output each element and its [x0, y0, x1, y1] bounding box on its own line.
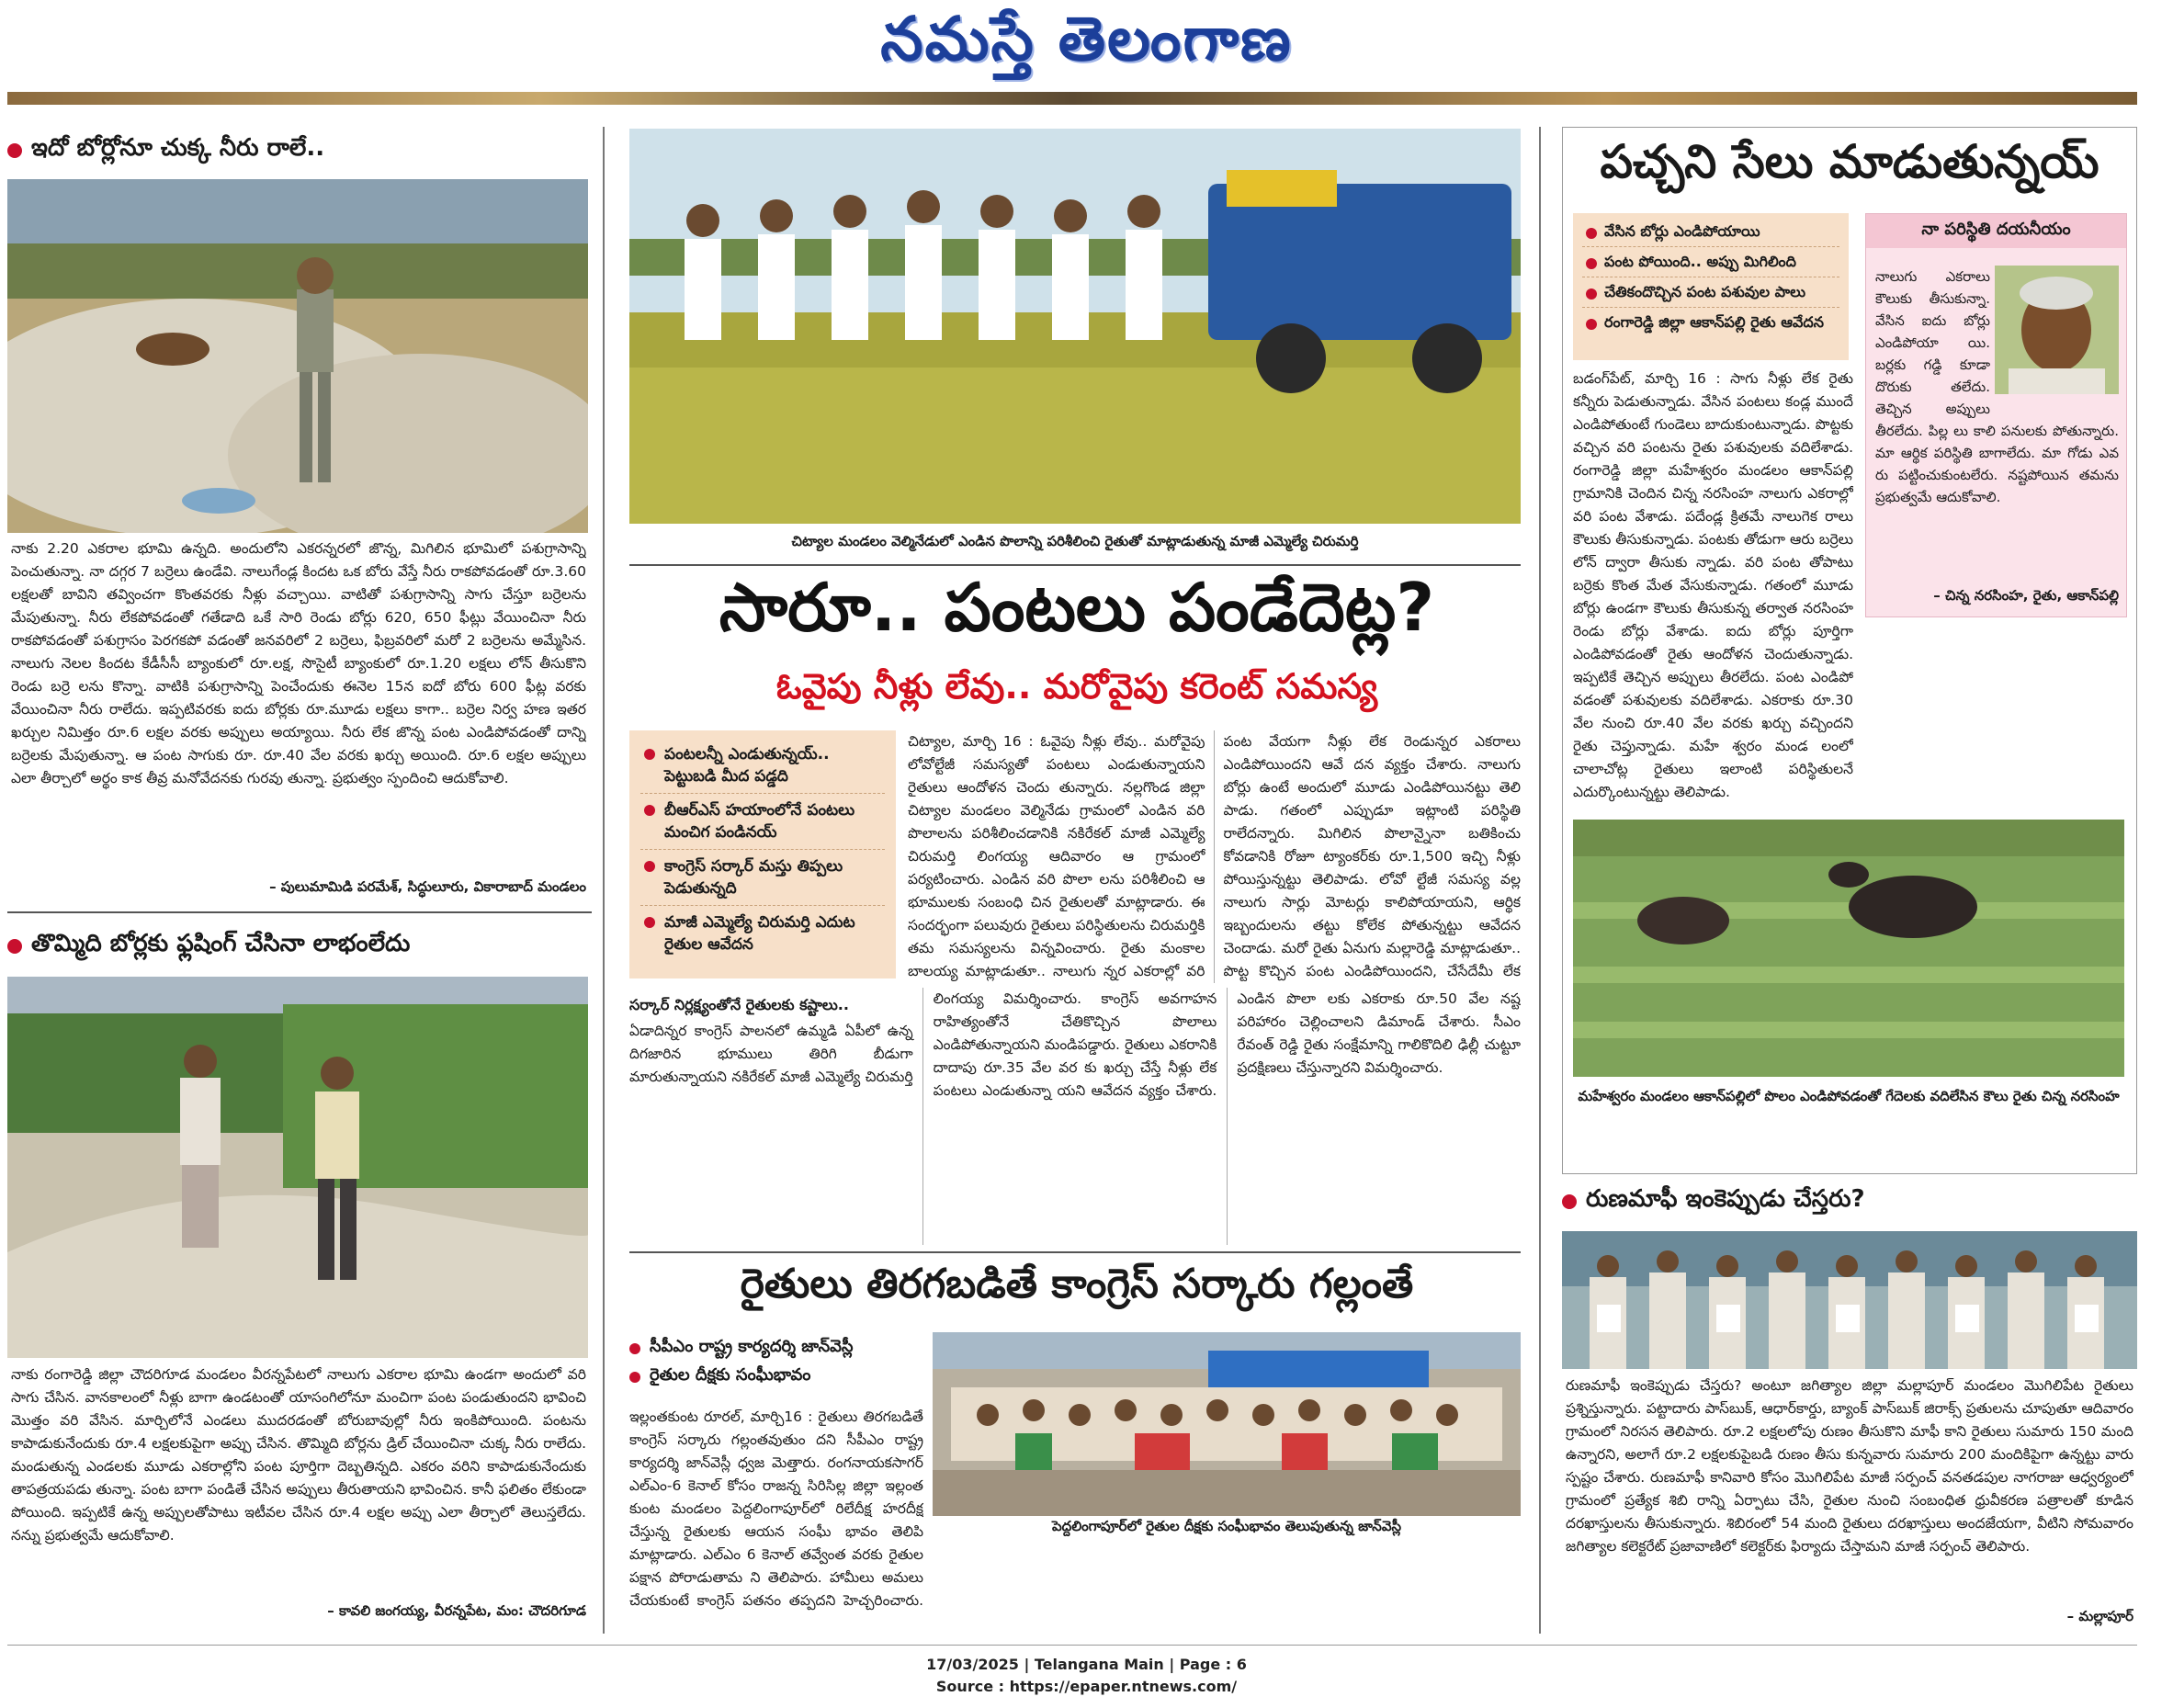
- left-story1-headline-box: [7, 134, 592, 175]
- buffalo-grazing-photo: [1573, 820, 2124, 1077]
- right-story2-headline: రుణమాఫీ ఇంకెప్పుడు చేస్తరు?: [1586, 1185, 1865, 1213]
- masthead: [0, 0, 2173, 92]
- right-story1-body-col: [1573, 368, 1853, 809]
- right-story2-photo: [1562, 1231, 2137, 1369]
- red-bullet-icon: [1562, 1194, 1577, 1209]
- left-story1-body: నాకు 2.20 ఎకరాల భూమి ఉన్నది. అందులోని ఎకరన్నరలో జొన్న, మిగిలిన భూమిలో పశుగ్రాసాన్ని పెంచుతున్నా. నా దగ్గర 7 బర్రెలు ఉండేవి. నాలుగేండ్ల కిందట ఒక బోరు వేస్తే నీరు రాకపోవడంతో రూ.3.60 లక్షలతో బావిని తవ్వించగా కొంతవరకు నీళ్లు వచ్చాయి. వాటితో పశుగ్రాసాన్ని సాగు చేస్తూ బర్రెలను మేపుతున్నా. నీరు లేకపోవడంతో గతేడాది ఒకే సారి రెండు బోర్లు 620, 650 ఫీట్లు వేయించినా నీరు రాకపోవడంతో పశుగ్రాసం పెరగకపో వడంతో జనవరిలో 2 బర్రెలు, ఫిబ్రవరిలో మరో 2 బర్రెలను అమ్మేసిన. నాలుగు నెలల కిందట కేడీసీసీ బ్యాంకులో రూ.లక్ష, సొసైటీ బ్యాంకులో రూ.1.20 లక్షలు లోన్ తీసుకొని రెండు బర్రె లను కొన్నా. వాటికి పశుగ్రాసాన్ని పెంచేందుకు ఈనెల 15న ఐదో బోరు 600 ఫీట్ల వరకు వేయించినా నీరు రాలేదు. ఇప్పటివరకు ఐదు బోర్లకు రూ.మూడు లక్షలు కాగా.. బర్రెల నిర్వ హణ ఇతర ఖర్చుల నిమిత్తం రూ.6 లక్షల వరకు అప్పులు అయ్యాయి. నీరు లేక జొన్న పంట ఎండిపోవడంతో దాన్ని బర్రెలకు మేపుతున్నా. ఆ పంట సాగుకు రూ. రూ.40 వేల వరకు ఖర్చు అయింది. రూ.6 లక్షల అప్పులు ఎలా తీర్చాలో అర్థం కాక తీవ్ర మనోవేదనకు గురవు తున్నా. ప్రభుత్వం స్పందించి ఆదుకోవాలి.: [11, 540, 586, 786]
- center-highlights-box: [629, 730, 896, 978]
- center-article-body2: ఏడాదిన్నర కాంగ్రెస్ పాలనలో ఉమ్మడి ఏపీలో ఉన్న దిగజారిన భూములు తిరిగి బీడుగా మారుతున్నాయని నకిరేకల్ మాజీ ఎమ్మెల్యే చిరుమర్తి లింగయ్య విమర్శించారు. కాంగ్రెస్ అవగాహన రాహిత్యంతోనే చేతికొచ్చిన పొలాలు ఎండిపోతున్నాయని మండిపడ్డారు. రైతులు ఎకరానికి దాదాపు రూ.35 వేల వర కు ఖర్చు చేస్తే నీళ్లు లేక పంటలు ఎండుతున్నా యని ఆవేదన వ్యక్తం చేశారు. ఎండిన పొలా లకు ఎకరాకు రూ.50 వేల నష్ట పరిహారం చెల్లించాలని డిమాండ్ చేశారు. సీఎం రేవంత్ రెడ్డి రైతు సంక్షేమాన్ని గాలికొదిలి ఢిల్లీ చుట్టూ ప్రదక్షిణలు చేస్తున్నారని విమర్శించారు.: [629, 990, 1521, 1099]
- center-article-top: [908, 730, 1521, 983]
- left-story1-photo: [7, 179, 588, 533]
- right-story1-headline: పచ్చని సేలు మాడుతున్నయ్: [1600, 134, 2099, 188]
- right-bullet-item: చేతికందొచ్చిన పంట పశువుల పాలు: [1582, 277, 1839, 308]
- center-story3-photo: [933, 1332, 1521, 1516]
- center-main-headline-box: [617, 570, 1536, 662]
- left-story2-body: నాకు రంగారెడ్డి జిల్లా చౌదరిగూడ మండలం వీరన్నపేటలో నాలుగు ఎకరాల భూమి ఉండగా అందులో వరి సాగు చేసిన. వానకాలంలో నీళ్లు బాగా ఉండటంతో యాసంగిలోనూ మంచిగా పంట పండుతుందని భావించి మొత్తం వరి వేసిన. మార్చిలోనే ఎండలు ముదరడంతో బోరుబావుల్లో నీరు ఇంకిపోయింది. పంటను కాపాడుకునేందుకు రూ.4 లక్షలకుపైగా అప్పు చేసిన. తొమ్మిది బోర్లను డ్రిల్ చేయించినా చుక్క నీరు రాలేదు. మండుతున్న ఎండలకు మూడు ఎకరాల్లోని పంట పూర్తిగా దెబ్బతిన్నది. ఎకరం వరిని కాపాడుకునేందుకు తాపత్రయపడు తున్నా. పంట బాగా పండితే చేసిన అప్పులు తీరుతాయని భావించిన. కానీ ఫలితం లేకుండా పోయింది. ఇప్పటికే ఉన్న అప్పులతోపాటు ఇటీవల చేసిన రూ.4 లక్షల అప్పు ఎలా తీర్చాలో తెలుస్తలేదు. నన్ను ప్రభుత్వమే ఆదుకోవాలి.: [11, 1366, 586, 1544]
- center-photo-caption: చిట్యాల మండలం వెల్మినేడులో ఎండిన పొలాన్ని పరిశీలించి రైతుతో మాట్లాడుతున్న మాజీ ఎమ్మెల్యే చిరుమర్తి: [791, 533, 1359, 549]
- section-divider: [629, 1251, 1521, 1253]
- left-story2-photo: [7, 977, 588, 1358]
- column-divider: [603, 127, 605, 1634]
- center-main-headline: సారూ.. పంటలు పండేదెట్ల?: [719, 570, 1435, 646]
- center-story3-body-col1: [629, 1406, 923, 1626]
- right-story2-byline: – మల్లాపూర్: [2066, 1608, 2133, 1624]
- left-story2-headline: తొమ్మిది బోర్లకు ఫ్లషింగ్ చేసినా లాభంలేదు: [31, 930, 411, 957]
- section-divider: [7, 911, 592, 913]
- red-bullet-icon: [629, 1343, 640, 1354]
- right-story1-photo: [1573, 820, 2124, 1077]
- red-bullet-icon: [629, 1372, 640, 1383]
- right-bullet-item: రంగారెడ్డి జిల్లా ఆకాన్‌పల్లి రైతు ఆవేదన: [1582, 308, 1839, 337]
- right-bullet-item: వేసిన బోర్లు ఎండిపోయాయి: [1582, 217, 1839, 247]
- red-bullet-icon: [7, 939, 22, 954]
- right-story1-body: బడంగ్‌పేట్, మార్చి 16 : సాగు నీళ్లు లేక రైతు కన్నీరు పెడుతున్నాడు. వేసిన పంటలు కండ్ల ముందే ఎండిపోతుంటే గుండెలు బాదుకుంటున్నాడు. పొట్టకు వచ్చిన వరి పంటను రైతు పశువులకు వదిలేశాడు. రంగారెడ్డి జిల్లా మహేశ్వరం మండలం ఆకాన్‌పల్లి గ్రామానికి చెందిన చిన్న నరసింహ నాలుగు ఎకరాల్లో వరి పంట వేశాడు. పదేండ్ల క్రితమే నాలుగెక రాలు కౌలుకు తీసుకున్నాడు. పంటకు తోడుగా ఆరు బర్రెలు లోన్ ద్వారా తీసుకు న్నాడు. వరి పంట తోపాటు బర్రెకు కొంత మేత వేసుకున్నాడు. గతంలో మూడు బోర్లు ఉండగా కౌలుకు తీసుకున్న తర్వాత నరసింహ రెండు బోర్లు వేశాడు. ఐదు బోర్లు పూర్తిగా ఎండిపోవడంతో రైతు ఆందోళన చెందుతున్నాడు. ఇప్పటికే తెచ్చిన అప్పులు తీరలేదు. పంట ఎండిపో వడంతో పశువులకు వదిలేశాడు. ఎకరాకు రూ.30 వేల నుంచి రూ.40 వేల వరకు ఖర్చు వచ్చిందని రైతు చెప్తున్నాడు. మహే శ్వరం మండ లంలో చాలాచోట్ల రైతులు ఇలాంటి పరిస్థితులనే ఎదుర్కొంటున్నట్టు తెలిపాడు.: [1573, 370, 1853, 800]
- highlight-item: పంటలన్నీ ఎండుతున్నయ్.. పెట్టుబడి మీద పడ్డది: [640, 738, 885, 794]
- left-story1-headline: ఇదో బోర్లోనూ చుక్క నీరు రాలే..: [31, 134, 325, 162]
- center-story3-headline: రైతులు తిరగబడితే కాంగ్రెస్ సర్కారు గల్లంతే: [740, 1261, 1414, 1307]
- newspaper-logo: నమస్తే తెలంగాణ: [880, 3, 1293, 74]
- farmers-holding-documents-photo: [1562, 1231, 2137, 1369]
- portrait-spacer: [1990, 266, 2119, 399]
- center-main-photo: [629, 129, 1521, 524]
- quote-body-wrap: [1875, 266, 2119, 560]
- masthead-band: [7, 92, 2137, 105]
- right-story1-bullets: [1573, 213, 1849, 360]
- quote-title: నా పరిస్థితి దయనీయం: [1866, 214, 2126, 248]
- footer-line2: Source : https://epaper.ntnews.com/: [935, 1678, 1238, 1695]
- right-bullet-item: పంట పోయింది.. అప్పు మిగిలింది: [1582, 247, 1839, 277]
- story3-bullet: సీపీఎం రాష్ట్ర కార్యదర్శి జాన్‌వెస్లీ: [650, 1337, 854, 1356]
- highlight-item: కాంగ్రెస్ సర్కార్ మస్తు తిప్పలు పెడుతున్నది: [640, 850, 885, 906]
- right-story2-body: రుణమాఫీ ఇంకెప్పుడు చేస్తరు? అంటూ జగిత్యాల జిల్లా మల్లాపూర్ మండలం మొగిలిపేట రైతులు ప్రశ్నిస్తున్నారు. పట్టాదారు పాస్‌బుక్, ఆధార్‌కార్డు, బ్యాంక్ పాస్‌బుక్ జిరాక్స్ ప్రతులను చూపుతూ ఆదివారం గ్రామంలో నిరసన తెలిపారు. రూ.2 లక్షలలోపు రుణం తీసుకొని మాఫీ కాని రైతులు సుమారు 150 మంది ఉన్నారని, అలాగే రూ.2 లక్షలకుపైబడి రుణం తీసు కున్నవారు సుమారు 200 మందికిపైగా ఉన్నట్టు వారు స్పష్టం చేశారు. రుణమాఫీ కానివారి కోసం మొగిలిపేట మాజీ సర్పంచ్ వనతడపుల నాగరాజు ఆధ్వర్యంలో గ్రామంలో ప్రత్యేక శిబి రాన్ని ఏర్పాటు చేసి, రైతుల నుంచి సంబంధిత ధ్రువీకరణ పత్రాలతో కూడిన దరఖాస్తులను తీసుకున్నారు. శిబిరంలో 54 మంది రైతులు దరఖాస్తులు అందజేయగా, వీటిని సోమవారం జగిత్యాల కలెక్టరేట్ ప్రజావాణిలో కలెక్టర్‌కు ఫిర్యాదు చేస్తామని మాజీ సర్పంచ్ తెలిపారు.: [1566, 1377, 2133, 1555]
- left-story2-headline-box: [7, 930, 592, 970]
- center-article-bottom: [629, 988, 1521, 1245]
- section-divider: [629, 564, 1521, 566]
- quote-byline: – చిన్న నరసింహ, రైతు, ఆకాన్‌పల్లి: [1933, 587, 2119, 604]
- quote-body: నాలుగు ఎకరాలు కౌలుకు తీసుకున్నా. వేసిన ఐదు బోర్లు ఎండిపోయా యి. బర్లకు గడ్డి కూడా దొరుకు తలేదు. తెచ్చిన అప్పులు తీరలేదు. పిల్ల లు కాలి పనులకు పోతున్నారు. మా ఆర్థిక పరిస్థితి బాగాలేదు. మా గోడు ఎవ రు పట్టించుకుంటలేరు. నష్టపోయిన తమను ప్రభుత్వమే ఆదుకోవాలి.: [1875, 268, 2119, 505]
- left-story1-byline: – పులుమామిడి పరమేశ్, సిద్ధులూరు, వికారాబాద్ మండలం: [269, 878, 586, 895]
- page-bottom-rule: [7, 1645, 2137, 1646]
- protest-gathering-photo: [933, 1332, 1521, 1516]
- center-story3-bullets: [629, 1337, 923, 1401]
- center-article-body: చిట్యాల, మార్చి 16 : ఓవైపు నీళ్లు లేవు.. మరోవైపు లోవోల్టేజీ సమస్యతో పంటలు ఎండుతున్నాయని రైతులు ఆందోళన చెందు తున్నారు. నల్లగొండ జిల్లా చిట్యాల మండలం వెల్మినేడు గ్రామంలో ఎండిన వరి పొలాలను పరిశీలించడానికి నకిరేకల్ మాజీ ఎమ్మెల్యే చిరుమర్తి లింగయ్య ఆదివారం ఆ గ్రామంలో పర్యటించారు. ఎండిన వరి పొలా లను పరిశీలించి ఆ భూములకు సంబంధి చిన రైతులతో మాట్లాడారు. ఈ సందర్భంగా పలువురు రైతులు పరిస్థితులను చిరుమర్తికి తమ సమస్యలను విన్నవించారు. రైతు మంకాల బాలయ్య మాట్లాడుతూ.. నాలుగు న్నర ఎకరాల్లో వరి పంట వేయగా నీళ్లు లేక రెండున్నర ఎకరాలు ఎండిపోయిందని ఆవే దన వ్యక్తం చేశారు. నాలుగు బోర్లు ఉంటే అందులో మూడు ఎండిపోయినట్టు తెలి పాడు. గతంలో ఎప్పుడూ ఇట్లాంటి పరిస్థితి రాలేదన్నారు. మిగిలిన పొలాన్నైనా బతికించు కోవడానికి రోజూ ట్యాంకర్‌కు రూ.1,500 ఇచ్చి నీళ్లు పోయిస్తున్నట్టు తెలిపాడు. లోవో ల్టేజీ సమస్య వల్ల నాలుగు సార్లు మోటర్లు కాలిపోయాయని, ఆర్థిక ఇబ్బందులను తట్టు కోలేక పోతున్నట్టు ఆవేదన చెందాడు. మరో రైతు ఏనుగు మల్లారెడ్డి మాట్లాడుతూ.. పొట్ట కొచ్చిన పంట ఎండిపోయిందని, చేసేదేమీ లేక: [908, 733, 1521, 979]
- red-bullet-icon: [7, 143, 22, 158]
- farmer-dry-field-photo: [7, 179, 588, 533]
- column-divider: [1539, 127, 1541, 1634]
- footer-line1: 17/03/2025 | Telangana Main | Page : 6: [926, 1656, 1247, 1673]
- center-story3-body: ఇల్లంతకుంట రూరల్, మార్చి16 : రైతులు తిరగబడితే కాంగ్రెస్ సర్కారు గల్లంతవుతుం దని సీపీఎం రాష్ట్ర కార్యదర్శి జాన్‌వెస్లీ ధ్వజ మెత్తారు. రంగనాయకసాగర్ ఎల్ఎం-6 కెనాల్ కోసం రాజన్న సిరిసిల్ల జిల్లా ఇల్లంత కుంట మండలం పెద్దలింగాపూర్‌లో రిలేదీక్ష హరదీక్ష చేస్తున్న రైతులకు ఆయన సంఘీ భావం తెలిపి మాట్లాడారు. ఎల్ఎం 6 కెనాల్ తవ్వేంత వరకు రైతుల పక్షాన పోరాడుతామ ని తెలిపారు. హామీలు అమలు చేయకుంటే కాంగ్రెస్ పతనం తప్పదని హెచ్చరించారు.: [629, 1408, 923, 1609]
- highlight-item: మాజీ ఎమ్మెల్యే చిరుమర్తి ఎదుట రైతుల ఆవేదన: [640, 906, 885, 961]
- center-sub-headline: ఓవైపు నీళ్లు లేవు.. మరోవైపు కరెంట్ సమస్య: [775, 666, 1378, 707]
- right-story2-headline-box: [1562, 1185, 2137, 1226]
- right-story1-photo-caption: మహేశ్వరం మండలం ఆకాన్‌పల్లిలో పొలం ఎండిపోవడంతో గేదెలకు వదిలేసిన కౌలు రైతు చిన్న నరసింహ: [1578, 1088, 2120, 1104]
- farmers-at-borewell-photo: [7, 977, 588, 1358]
- center-article-subhead: సర్కార్ నిర్లక్ష్యంతోనే రైతులకు కష్టాలు..: [629, 996, 849, 1013]
- highlight-item: బీఆర్ఎస్ హయాంలోనే పంటలు మంచిగ పండినయ్: [640, 794, 885, 850]
- center-story3-photo-caption: పెద్దలింగాపూర్‌లో రైతుల దీక్షకు సంఘీభావం తెలుపుతున్న జాన్‌వెస్లీ: [1051, 1518, 1402, 1534]
- left-story2-byline: – కావలి జంగయ్య, వీరన్నపేట, మం: చౌదరిగూడ: [327, 1602, 586, 1619]
- paddy-field-group-photo: [629, 129, 1521, 524]
- right-quote-box: [1865, 213, 2127, 617]
- story3-bullet: రైతుల దీక్షకు సంఘీభావం: [650, 1365, 811, 1385]
